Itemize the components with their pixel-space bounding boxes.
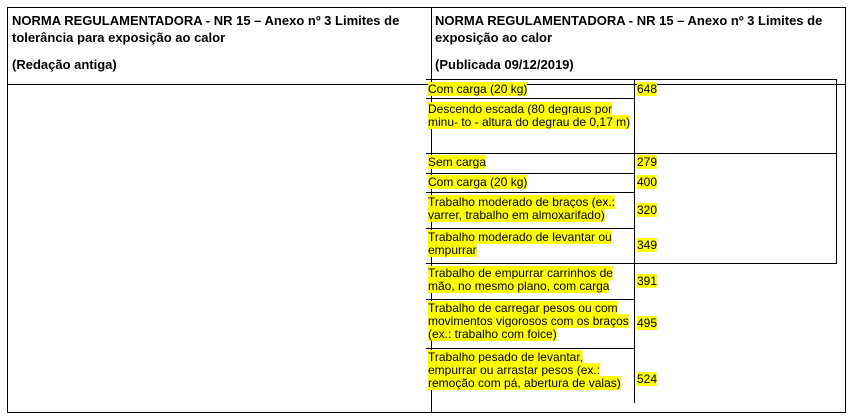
left-header-subtitle: (Redação antiga) <box>12 57 117 72</box>
inner-right-border <box>836 79 837 264</box>
activity-value: 279 <box>637 155 658 169</box>
row-separator <box>426 173 635 174</box>
left-header-title: NORMA REGULAMENTADORA - NR 15 – Anexo nº 3 Limites de tolerância para exposição ao calor <box>12 13 400 45</box>
activity-value: 400 <box>637 175 658 189</box>
activity-label: Trabalho de empurrar carrinhos de mão, no mesmo plano, com carga <box>428 266 613 293</box>
activity-label: Trabalho pesado de levantar, empurrar ou arrastar pesos (ex.: remoção com pá, abertura de valas) <box>428 350 621 390</box>
activity-value: 524 <box>637 372 658 386</box>
row-separator <box>426 98 635 99</box>
right-header <box>435 12 840 73</box>
activity-label: Com carga (20 kg) <box>428 175 528 189</box>
activity-label: Trabalho de carregar pesos ou com movimentos vigorosos com os braços (ex.: trabalho com foice) <box>428 301 629 341</box>
right-header-subtitle: (Publicada 09/12/2019) <box>435 57 574 72</box>
activity-value: 320 <box>637 203 658 217</box>
activity-label: Trabalho moderado de levantar ou empurrar <box>428 230 612 257</box>
right-header-title: NORMA REGULAMENTADORA - NR 15 – Anexo nº 3 Limites de exposição ao calor <box>435 13 823 45</box>
row-separator <box>426 153 837 154</box>
activity-value: 391 <box>637 274 658 288</box>
activity-table <box>426 79 836 403</box>
activity-label: Trabalho moderado de braços (ex.: varrer, trabalho em almoxarifado) <box>428 195 615 222</box>
row-separator <box>426 79 837 80</box>
activity-value: 648 <box>637 82 658 96</box>
activity-label: Sem carga <box>428 155 487 169</box>
activity-value: 349 <box>637 238 658 252</box>
row-separator <box>426 228 635 229</box>
left-header <box>12 12 424 73</box>
row-separator <box>426 263 837 264</box>
row-separator <box>426 348 635 349</box>
activity-value: 495 <box>637 316 658 330</box>
inner-column-divider <box>634 79 635 403</box>
activity-label: Descendo escada (80 degraus por minu- to - altura do degrau de 0,17 m) <box>428 102 631 129</box>
row-separator <box>426 192 635 193</box>
activity-label: Com carga (20 kg) <box>428 82 528 96</box>
row-separator <box>426 299 635 300</box>
